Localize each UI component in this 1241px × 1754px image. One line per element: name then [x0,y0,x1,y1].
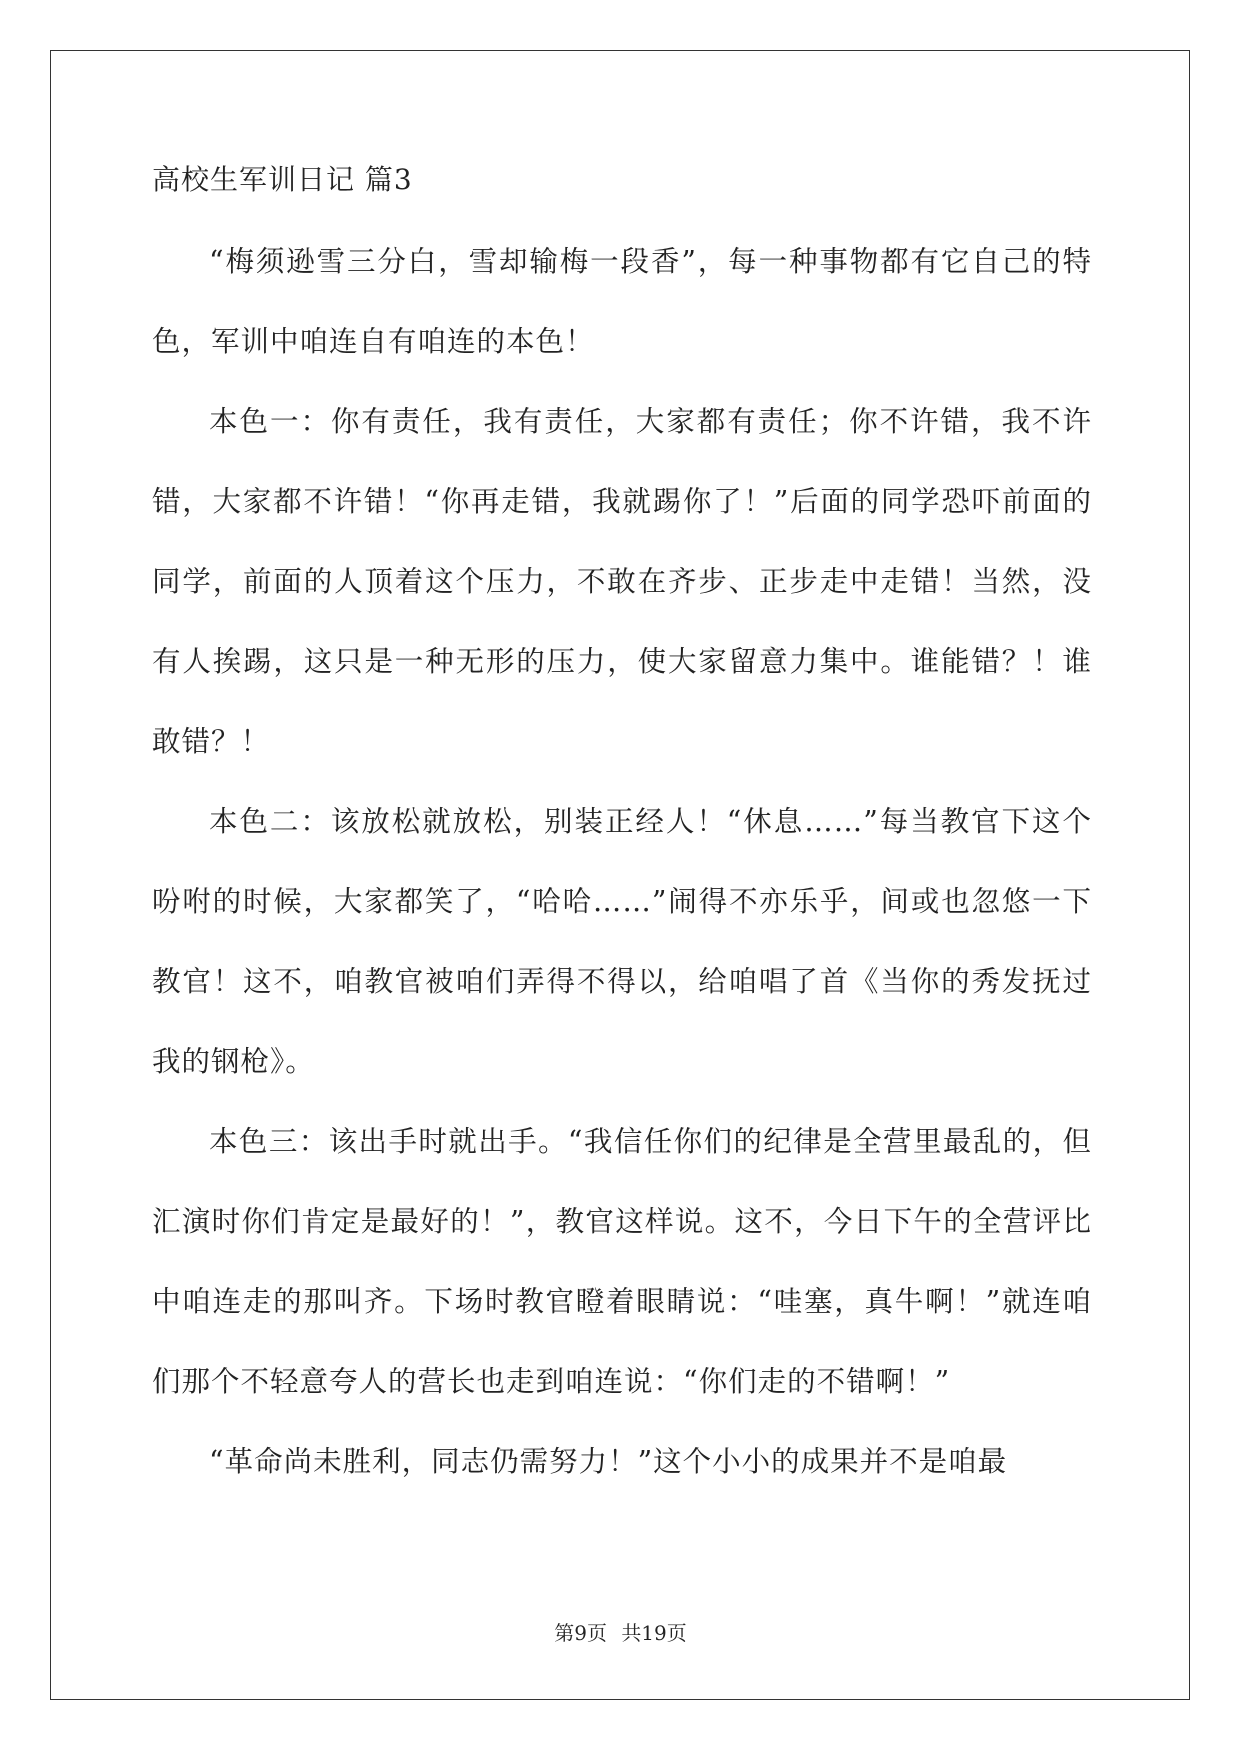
paragraph-intro: “梅须逊雪三分白，雪却输梅一段香”，每一种事物都有它自己的特色，军训中咱连自有咱连的本色！ [152,245,1092,358]
page-number: 第9页 [554,1621,607,1645]
paragraph-closing: “革命尚未胜利，同志仍需努力！”这个小小的成果并不是咱最 [209,1445,1008,1478]
document-body [152,160,1092,1502]
paragraph-trait-three: 本色三：该出手时就出手。“我信任你们的纪律是全营里最乱的，但汇演时你们肯定是最好的！”，教官这样说。这不，今日下午的全营评比中咱连走的那叫齐。下场时教官瞪着眼睛说：“哇塞，真牛啊！”就连咱们那个不轻意夸人的营长也走到咱连说：“你们走的不错啊！” [152,1125,1092,1398]
page-footer [0,1620,1241,1646]
paragraph-trait-two: 本色二：该放松就放松，别装正经人！“休息……”每当教官下这个吩咐的时候，大家都笑了，“哈哈……”闹得不亦乐乎，间或也忽悠一下教官！这不，咱教官被咱们弄得不得以，给咱唱了首《当你的秀发抚过我的钢枪》。 [152,805,1092,1078]
document-title: 高校生军训日记 篇3 [152,163,413,196]
page-total: 共19页 [621,1621,687,1645]
paragraph-trait-one: 本色一：你有责任，我有责任，大家都有责任；你不许错，我不许错，大家都不许错！“你再走错，我就踢你了！”后面的同学恐吓前面的同学，前面的人顶着这个压力，不敢在齐步、正步走中走错！当然，没有人挨踢，这只是一种无形的压力，使大家留意力集中。谁能错？！谁敢错？！ [152,405,1092,758]
